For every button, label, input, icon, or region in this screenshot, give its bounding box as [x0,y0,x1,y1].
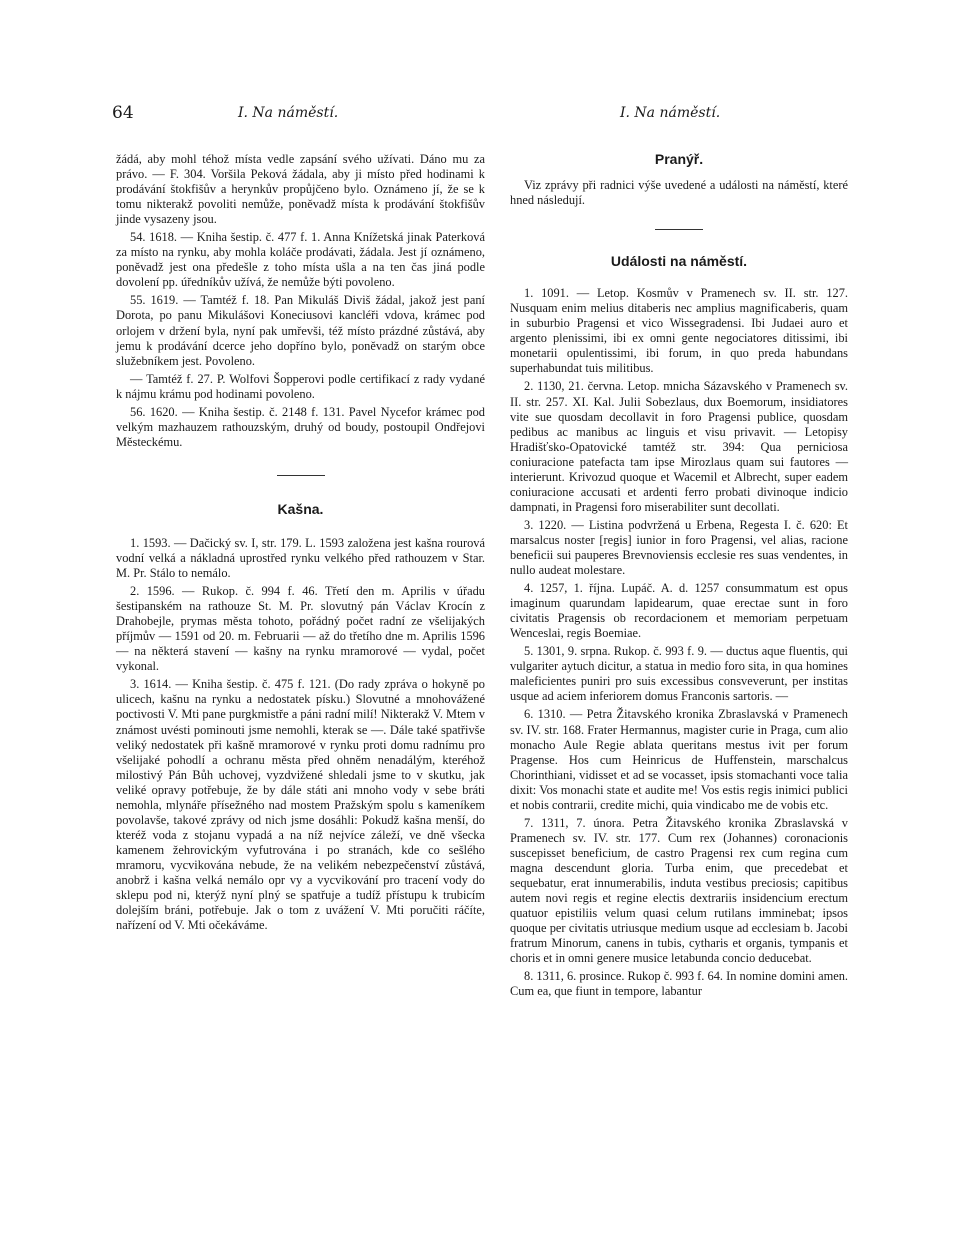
event-entry-7: 7. 1311, 7. února. Petra Žitavského kronika Zbraslavská v Pramenech sv. IV. str. 177. Cum rex (Johannes) coronacionis suscepisset beneficium, de castro Pragensi rex cum regina cum magna descendunt gloria. Turba enim, que precedebat et sequebatur, erat innumerabilis, induta vestibus preciosis; capitibus autem novi regis et regine electis dextrariis insidencium erectum quatuor epistiliis velum quasi celum rutilans imminebat; ipsos quoque per civitatis utriusque medium usque ad ecclesiam b. Jacobi fratrum Minorum, canens in tubis, cytharis et organis, tympanis et choris et in omni genere musice letabunda concio deducebat. [510,815,848,966]
kasna-entry-3: 3. 1614. — Kniha šestip. č. 475 f. 121. (Do rady zpráva o hokyně po ulicech, kašnu na rynku a nedostatek písku.) Slovutné a mnohovážené poctivosti V. Mti pane purgkmistře a páni radní milí! Nikterakž V. Mtem v známost uvésti pominouti jsme nemohli, kterak se —. Dále také spatřivše veliký nedostatek při kašně mramorové v rynku proti domu radnímu pro všelijaké pohodlí a ochranu města před ohněm nenadálým, kteréhož milostivý Pán Bůh uchovej, vyzdvižené shledali jsme to v skutku, jak veliké opravy potřebuje, že by dále státi ani mnoho vody v sebe bráti nemohla, mlynáře přísežného nad mostem Pražským spolu s kameníkem povolavše, takové zprávy od nich jsme dosáhli: Pokudž kašna menší, do kteréž voda z stojanu vypadá a na níž nejvíce záleží, ve dně všecka kamenem žehrovickým vyfutrována i po stranách, kde co sešlého mramoru, vycvikována nebude, že na velikém nebezpečenství zůstává, anobrž i kašna velká nemálo opr vy a vycvikování pro tracení vody do sklepu pod ni, kterýž nyní plný se spatřuje a tudíž přístupu k trubicím dolejším bráni, potřebuje. Jak o tom z uvážení V. Mti poručiti ráčíte, nařízení od V. Mti očekáváme. [116,677,485,933]
event-entry-5: 5. 1301, 9. srpna. Rukop. č. 993 f. 9. — ductus aque fluentis, qui vulgariter aytuch dicitur, a statua in medio foro sita, in qua homines maleficientes puniri pro suis excessibus consveverunt, per institas usque ad aciem inferiorem domus Franconis sartoris. — [510,644,848,704]
paragraph: žádá, aby mohl téhož místa vedle zapsání svého užívati. Dáno mu za právo. — F. 304. Voršila Peková žádala, aby ji místo před hodinami k prodávání štokfišův a herynkův propůjčeno bylo. Oznámeno jí, že se k tomu nikterakž povoliti nemůže, poněvadž místa k prodávání štokfišův jinde vysazeny jsou. [116,152,485,227]
kasna-entry-1: 1. 1593. — Dačický sv. I, str. 179. L. 1593 založena jest kašna rourová vodní velká a nákladná uprostřed rynku velkého před rathouzem v Star. M. Pr. Stálo to nemálo. [116,535,485,581]
event-entry-8: 8. 1311, 6. prosince. Rukop č. 993 f. 64. In nomine domini amen. Cum ea, que fiunt in tempore, labantur [510,969,848,999]
event-entry-2: 2. 1130, 21. června. Letop. mnicha Sázavského v Pramenech sv. II. str. 257. XI. Kal. Julii Sobezlaus, dux Boemorum, insidiatores vite sue quosdam decollavit in foro Pragensi publice, quosdam pedibus ac manibus ac linguis et visu privavit. — Letopisy Hradišťsko-Opatovické tamtéž str. 394: Qua perniciosa coniuracione patefacta tam ipse Mirozlaus quam sui fautores — interierunt. Krivozud quoque et Wacemil et Albrecht, super eadem coniuracione accusati et ardenti ferro probati divinoque indicio dampnati, in Pragensi foro miserabiliter sunt decollati. [510,379,848,514]
event-entry-4: 4. 1257, 1. října. Lupáč. A. d. 1257 consummatum est opus imaginum quarundam lapidearum, quae erectae sunt in foro civitatis Pragensis ob recordacionem et memoriam perpetuam Wenceslai, regis Boemiae. [510,581,848,641]
kasna-entry-2: 2. 1596. — Rukop. č. 994 f. 46. Třetí den m. Aprilis v úřadu šestipanském na rathouze St. M. Pr. slovutný pán Václav Krocín z Drahobejle, prymas města tohoto, pořádný počet radní ze všelijakých příjmův — 1591 od 20. m. Februarii — až do třetího dne m. Aprilis 1596 — na některá stavení — kašny na rynku mramorové — vydal, počet vykonal. [116,584,485,674]
event-entry-6: 6. 1310. — Petra Žitavského kronika Zbraslavská v Pramenech sv. IV. str. 168. Frater Hermannus, magister curie in Praga, cum alio monacho Aule Regie ablata queritans mestus ivit per forum Pragense. Hos cum Heinricus de Huffenstein, marschalcus Chorinthiani, vidisset et ad se vocasset, ipsis stomachanti voce talia dixit: Vos monachi state et audite me! Vos estis regis inimici publici et nobis contrarii, credite michi, quia vindicabo me de vobis etc. [510,707,848,812]
event-entry-3: 3. 1220. — Listina podvržená u Erbena, Regesta I. č. 620: Et marsalcus noster [regis] iunior in foro Pragensi, vel alias, racione beneficii sui pauperes Brevnoviensis ecclesie res suas vendentes, in nullo audeat molestare. [510,517,848,578]
page-number: 64 [112,103,134,123]
heading-udalosti: Události na náměstí. [610,253,748,270]
entry-wolf: — Tamtéž f. 27. P. Wolfovi Šopperovi podle certifikací z rady vydané k nájmu krámu pod hodinami povoleno. [116,371,485,401]
right-column [510,152,848,1002]
entry-54: 54. 1618. — Kniha šestip. č. 477 f. 1. Anna Knížetská jinak Paterková za místo na rynku, aby mohla koláče prodávati, žádala. Jest jí oznámeno, poněvadž jest ona předešle z toho místa ušla a na ten čas jiná podle dovolení pp. úředníkův užívá, že nemůže býti povoleno. [116,230,485,290]
heading-pranyr: Pranýř. [654,151,704,167]
heading-kasna: Kašna. [277,500,324,517]
event-entry-1: 1. 1091. — Letop. Kosmův v Pramenech sv. II. str. 127. Nusquam enim melius ditaberis nec amplius magnificaberis, quam in suburbio Pragensi et vico Wissegradensi. Ibi Judaei auro et argento plenissimi, ibi ex omni gente negociatores ditissimi, ibi monetarii opulentissimi, ibi forum, in quo preda habundans superhabundat tuis militibus. [510,286,848,376]
left-column [116,152,485,936]
entry-55: 55. 1619. — Tamtéž f. 18. Pan Mikuláš Diviš žádal, jakož jest paní Dorota, po panu Mikulášovi Koneciusovi kancléři vdova, krámec pod orlojem v držení byla, nyní pak umřevši, též místo prázdné zůstává, aby jemu k prodávání dcerce jeho dopříno bylo, poněvadž on starým obce služebníkem jest. Povoleno. [116,293,485,368]
running-title-left: I. Na náměstí. [238,105,339,121]
page-header [112,103,848,127]
entry-56: 56. 1620. — Kniha šestip. č. 2148 f. 131. Pavel Nycefor krámec pod velkým mazhauzem rathouzským, druhý od boudy, postoupil Ondřejovi Městeckému. [116,404,485,449]
pranyr-paragraph: Viz zprávy při radnici výše uvedené a události na náměstí, které hned následují. [510,178,848,208]
running-title-right: I. Na náměstí. [620,105,721,121]
